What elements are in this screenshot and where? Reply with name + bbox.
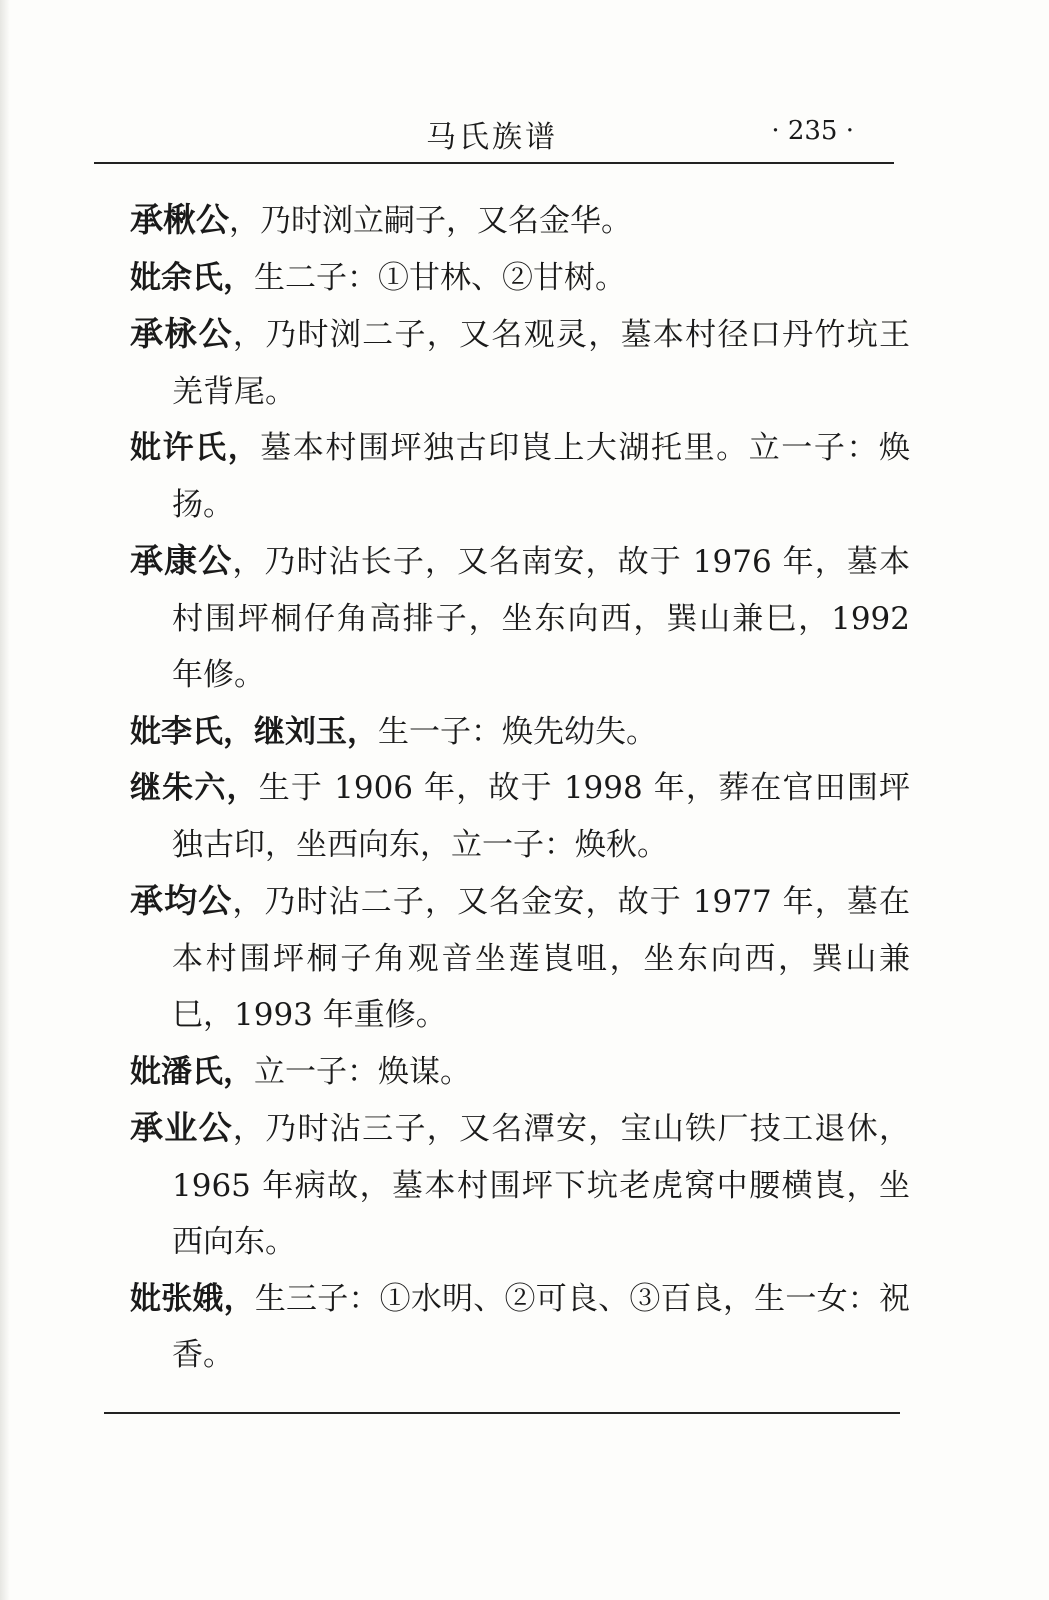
entry-wife-zhang xyxy=(130,1271,910,1384)
entry-text: 立一子：焕谋。 xyxy=(254,1053,471,1090)
entry-text: ，乃时沾二子，又名金安，故于 1977 年，墓在本村围坪桐子角观音坐莲崀咀，坐东向西，巽山兼巳，1993 年重修。 xyxy=(172,884,910,1033)
entry-cheng-qiu xyxy=(130,192,910,250)
footer-rule xyxy=(104,1412,900,1414)
entry-wife-yu xyxy=(130,250,910,307)
entry-cheng-yong xyxy=(130,306,910,420)
entry-head: 妣许氏， xyxy=(130,430,261,466)
entry-head: 承楸公 xyxy=(130,200,229,239)
running-header xyxy=(94,112,894,162)
entry-cheng-kang xyxy=(130,533,910,704)
entry-head: 承康公 xyxy=(130,541,233,580)
entry-head: 承均公 xyxy=(130,881,233,920)
entry-head: 妣李氏，继刘玉， xyxy=(130,713,378,750)
entry-head: 承业公 xyxy=(130,1108,233,1147)
entry-head: 妣余氏， xyxy=(130,259,254,296)
entry-wife-zhu xyxy=(130,760,910,873)
genealogy-text xyxy=(130,192,910,1384)
entry-text: ，乃时沾长子，又名南安，故于 1976 年，墓本村围坪桐仔角高排子，坐东向西，巽山兼巳，1992 年修。 xyxy=(172,544,910,693)
header-rule xyxy=(94,162,894,164)
entry-head: 妣张娥， xyxy=(130,1280,255,1317)
entry-text: 生于 1906 年，故于 1998 年，葬在官田围坪独古印，坐西向东，立一子：焕秋。 xyxy=(172,770,911,863)
entry-cheng-ye xyxy=(130,1100,910,1271)
page-number: · 235 · xyxy=(771,116,854,146)
entry-wife-pan xyxy=(130,1044,910,1101)
entry-text: 生一子：焕先幼失。 xyxy=(378,713,657,750)
header-title: 马氏族谱 xyxy=(426,120,558,155)
entry-wife-xu xyxy=(130,420,910,533)
page-edge-shadow xyxy=(0,0,10,1600)
entry-text: 生三子：①水明、②可良、③百良，生一女：祝香。 xyxy=(172,1280,911,1373)
entry-head: 承栐公 xyxy=(130,314,233,353)
entry-head: 继朱六， xyxy=(130,770,259,806)
entry-cheng-jun xyxy=(130,873,910,1044)
entry-text: 生二子：①甘林、②甘树。 xyxy=(254,259,626,296)
entry-text: ，乃时沾三子，又名潭安，宝山铁厂技工退休，1965 年病故，墓本村围坪下坑老虎窝中腰横崀，坐西向东。 xyxy=(172,1111,911,1260)
entry-text: 墓本村围坪独古印崀上大湖托里。立一子：焕扬。 xyxy=(172,430,911,523)
entry-head: 妣潘氏， xyxy=(130,1053,254,1090)
entry-text: ，乃时浏立嗣子，又名金华。 xyxy=(229,203,632,239)
entry-text: ，乃时浏二子，又名观灵，墓本村径口丹竹坑王羌背尾。 xyxy=(172,317,911,410)
entry-wife-li xyxy=(130,704,910,761)
